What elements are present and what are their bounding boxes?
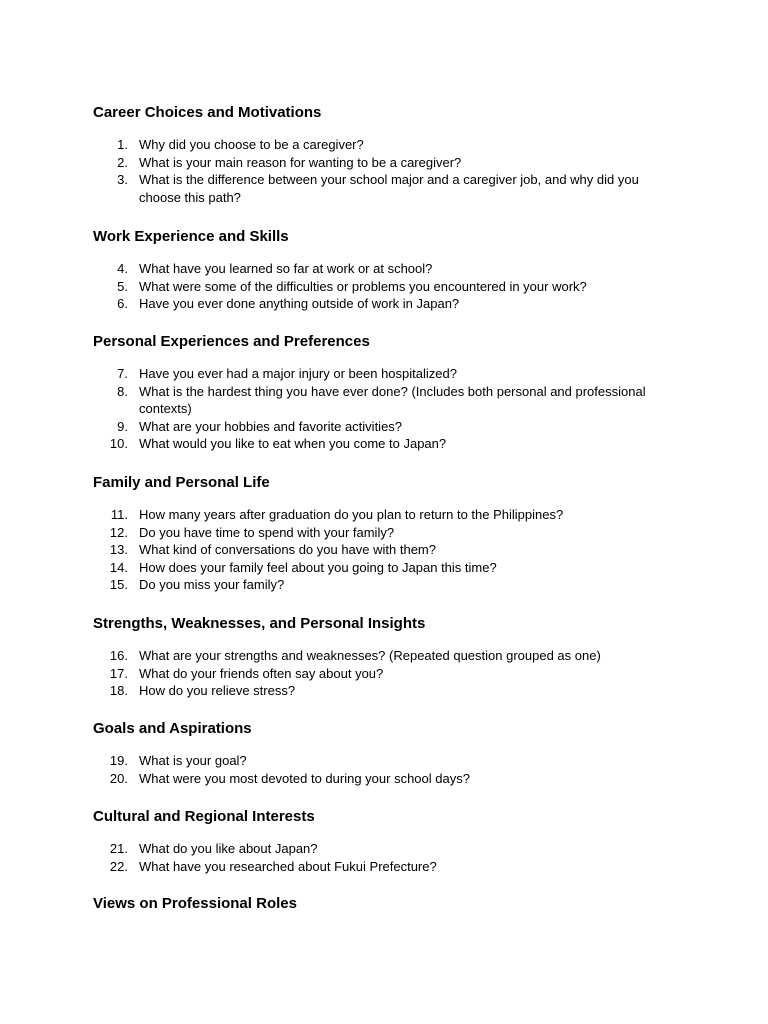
question-number: 4. [117, 261, 128, 276]
question-text: How does your family feel about you going to Japan this time? [139, 559, 497, 575]
question-item [93, 154, 669, 172]
question-item [93, 576, 669, 594]
section-work-experience [93, 228, 693, 312]
question-item [93, 435, 669, 453]
question-item [93, 506, 669, 524]
question-text: Why did you choose to be a caregiver? [139, 137, 364, 152]
section-heading: Cultural and Regional Interests [93, 808, 315, 825]
question-text: How many years after graduation do you plan to return to the Philippines? [139, 507, 564, 522]
question-text: What were you most devoted to during your school days? [139, 770, 470, 786]
question-number: 2. [117, 154, 128, 170]
section-heading: Goals and Aspirations [93, 720, 252, 737]
question-text: Have you ever done anything outside of work in Japan? [139, 296, 460, 312]
question-item [93, 171, 669, 206]
section-heading: Strengths, Weaknesses, and Personal Insights [93, 615, 426, 632]
section-heading: Career Choices and Motivations [93, 104, 322, 121]
question-text: What is the hardest thing you have ever done? (Includes both personal and professional contexts) [139, 383, 646, 417]
question-number: 18. [109, 683, 128, 699]
question-number: 20. [109, 770, 128, 786]
question-number: 6. [117, 296, 128, 312]
question-number: 14. [109, 559, 128, 575]
question-text: What is your goal? [139, 753, 247, 768]
question-number: 22. [109, 858, 128, 874]
question-text: Do you miss your family? [139, 577, 285, 593]
question-item [93, 365, 669, 383]
question-number: 19. [109, 753, 128, 768]
question-list [93, 506, 693, 594]
section-heading: Personal Experiences and Preferences [93, 333, 370, 350]
question-list [93, 136, 693, 206]
section-strengths-weaknesses [93, 615, 693, 699]
section-heading: Views on Professional Roles [93, 895, 297, 912]
question-number: 7. [117, 366, 128, 381]
question-number: 17. [109, 665, 128, 681]
question-text: What are your hobbies and favorite activities? [139, 418, 403, 434]
question-list [93, 752, 693, 787]
section-career-choices [93, 104, 693, 205]
question-item [93, 278, 669, 296]
question-item [93, 541, 669, 559]
question-number: 16. [109, 648, 128, 663]
question-item [93, 524, 669, 542]
question-item [93, 559, 669, 577]
question-item [93, 665, 669, 683]
question-text: Do you have time to spend with your family? [139, 524, 395, 540]
question-text: How do you relieve stress? [139, 683, 296, 699]
question-text: What would you like to eat when you come to Japan? [139, 436, 447, 452]
question-item [93, 840, 669, 858]
question-number: 12. [109, 524, 128, 540]
section-cultural-interests [93, 808, 693, 874]
question-item [93, 858, 669, 876]
question-list [93, 260, 693, 313]
section-goals [93, 720, 693, 786]
question-item [93, 383, 669, 418]
section-family-life [93, 474, 693, 593]
question-text: What do you like about Japan? [139, 841, 318, 856]
question-text: What kind of conversations do you have with them? [139, 542, 436, 558]
question-number: 3. [117, 172, 128, 188]
question-list [93, 840, 693, 875]
question-number: 8. [117, 383, 128, 399]
question-text: What are your strengths and weaknesses? (Repeated question grouped as one) [139, 648, 601, 663]
question-number: 13. [109, 542, 128, 558]
question-text: What were some of the difficulties or problems you encountered in your work? [139, 278, 587, 294]
question-text: What do your friends often say about you? [139, 665, 384, 681]
question-number: 10. [109, 436, 128, 452]
section-personal-experiences [93, 333, 693, 452]
question-list [93, 647, 693, 700]
question-item [93, 136, 669, 154]
question-text: What is your main reason for wanting to be a caregiver? [139, 154, 462, 170]
section-heading: Family and Personal Life [93, 474, 270, 491]
question-text: What have you learned so far at work or at school? [139, 261, 433, 276]
question-item [93, 752, 669, 770]
section-heading: Work Experience and Skills [93, 228, 289, 245]
question-number: 11. [110, 507, 128, 522]
question-text: Have you ever had a major injury or been hospitalized? [139, 366, 457, 381]
question-item [93, 260, 669, 278]
question-text: What have you researched about Fukui Prefecture? [139, 858, 437, 874]
question-number: 5. [117, 278, 128, 294]
section-professional-roles [93, 895, 693, 913]
question-number: 9. [117, 418, 128, 434]
question-item [93, 295, 669, 313]
question-number: 15. [109, 577, 128, 593]
question-text: What is the difference between your school major and a caregiver job, and why did you choose this path? [139, 172, 639, 205]
question-number: 1. [117, 137, 128, 152]
question-number: 21. [109, 841, 128, 856]
question-item [93, 770, 669, 788]
question-list [93, 365, 693, 453]
question-item [93, 682, 669, 700]
question-item [93, 647, 669, 665]
question-item [93, 418, 669, 436]
